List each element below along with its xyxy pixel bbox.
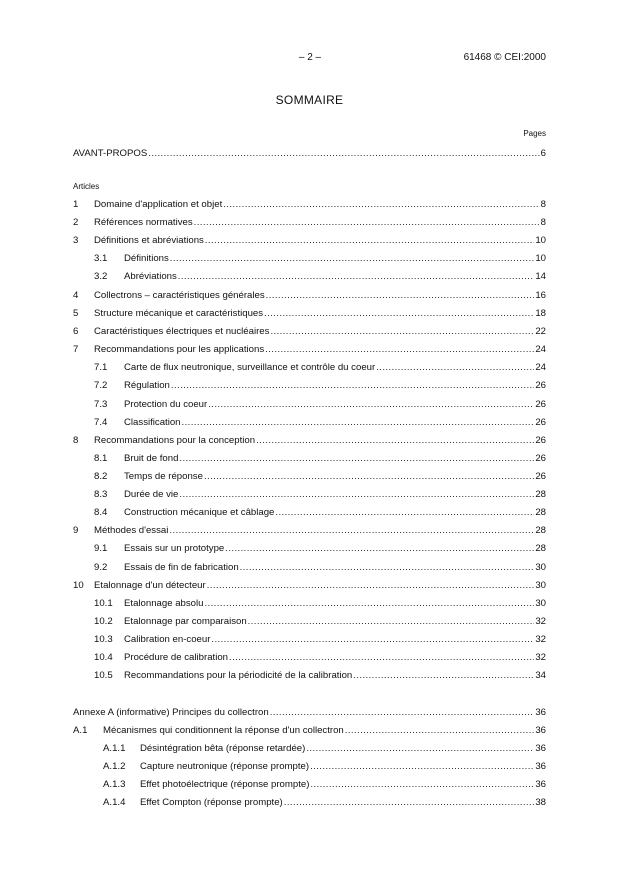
toc-dot-leader	[264, 307, 534, 321]
toc-page-number: 30	[535, 598, 546, 609]
toc-page-number: 36	[535, 725, 546, 736]
toc-dot-leader	[194, 216, 540, 230]
toc-section-title: Essais de fin de fabrication	[124, 562, 239, 573]
toc-entry-a1-1[interactable]	[103, 742, 546, 756]
toc-page-number: 26	[535, 417, 546, 428]
toc-page-number: 34	[535, 670, 546, 681]
toc-page-number: 14	[535, 271, 546, 282]
toc-entry-s5[interactable]	[73, 307, 546, 321]
toc-section-title: Annexe A (informative) Principes du collectron	[73, 707, 269, 718]
toc-entry-a1[interactable]	[73, 724, 546, 738]
toc-section-number: 10.5	[94, 670, 113, 681]
toc-section-title: Effet Compton (réponse prompte)	[140, 797, 283, 808]
toc-section-title: Etalonnage d'un détecteur	[94, 580, 206, 591]
toc-page-number: 22	[535, 326, 546, 337]
toc-section-title: Définitions	[124, 253, 169, 264]
toc-page-number: 26	[535, 399, 546, 410]
toc-page-number: 24	[535, 362, 546, 373]
toc-section-title: AVANT-PROPOS	[73, 148, 148, 159]
toc-section-title: Collectrons – caractéristiques générales	[94, 290, 265, 301]
toc-page-number: 8	[540, 199, 546, 210]
toc-section-number: 10.4	[94, 652, 113, 663]
toc-entry-annexA[interactable]	[73, 706, 546, 720]
toc-entry-s3[interactable]	[73, 234, 546, 248]
toc-section-number: 3.2	[94, 271, 108, 282]
toc-page-number: 32	[535, 634, 546, 645]
toc-dot-leader	[182, 416, 535, 430]
toc-section-number: 3.1	[94, 253, 108, 264]
toc-page-number: 8	[540, 217, 546, 228]
toc-dot-leader	[223, 198, 539, 212]
toc-section-number: 9.2	[94, 562, 108, 573]
toc-page-number: 26	[535, 453, 546, 464]
toc-entry-s8-1[interactable]	[94, 452, 546, 466]
toc-section-number: 6	[73, 326, 79, 337]
toc-page-number: 36	[535, 779, 546, 790]
toc-section-number: 8.1	[94, 453, 108, 464]
toc-entry-s8-2[interactable]	[94, 470, 546, 484]
toc-section-number: 7.3	[94, 399, 108, 410]
toc-page-number: 36	[535, 707, 546, 718]
toc-section-number: 2	[73, 217, 79, 228]
toc-section-number: A.1.2	[103, 761, 126, 772]
articles-label: Articles	[73, 182, 100, 191]
toc-dot-leader	[306, 742, 534, 756]
toc-dot-leader	[275, 506, 534, 520]
toc-page-number: 10	[535, 235, 546, 246]
toc-entry-s8-4[interactable]	[94, 506, 546, 520]
standard-reference: 61468 © CEI:2000	[463, 52, 546, 63]
toc-entry-s3-1[interactable]	[94, 252, 546, 266]
toc-section-title: Recommandations pour la périodicité de la calibration	[124, 670, 353, 681]
toc-entry-avant[interactable]	[73, 147, 546, 161]
toc-dot-leader	[284, 796, 535, 810]
toc-entry-s4[interactable]	[73, 289, 546, 303]
toc-page-number: 10	[535, 253, 546, 264]
toc-entry-s10-5[interactable]	[94, 669, 546, 683]
toc-dot-leader	[179, 452, 534, 466]
toc-entry-s8-3[interactable]	[94, 488, 546, 502]
toc-entry-s9-1[interactable]	[94, 542, 546, 556]
toc-section-title: Capture neutronique (réponse prompte)	[140, 761, 310, 772]
toc-section-number: 7	[73, 344, 79, 355]
toc-entry-a1-3[interactable]	[103, 778, 546, 792]
toc-dot-leader	[204, 470, 534, 484]
toc-section-number: 1	[73, 199, 79, 210]
toc-entry-s10-4[interactable]	[94, 651, 546, 665]
toc-entry-s9-2[interactable]	[94, 561, 546, 575]
toc-dot-leader	[256, 434, 534, 448]
toc-section-title: Classification	[124, 417, 181, 428]
toc-page-number: 28	[535, 507, 546, 518]
toc-section-number: 7.4	[94, 417, 108, 428]
toc-entry-s3-2[interactable]	[94, 270, 546, 284]
toc-section-title: Essais sur un prototype	[124, 543, 225, 554]
toc-section-number: 4	[73, 290, 79, 301]
page-title: SOMMAIRE	[275, 93, 344, 107]
toc-section-title: Construction mécanique et câblage	[124, 507, 275, 518]
toc-page-number: 30	[535, 580, 546, 591]
toc-dot-leader	[171, 379, 534, 393]
toc-dot-leader	[376, 361, 534, 375]
toc-section-number: 10	[73, 580, 84, 591]
toc-section-title: Recommandations pour la conception	[94, 435, 256, 446]
toc-section-title: Procédure de calibration	[124, 652, 228, 663]
toc-section-number: 5	[73, 308, 79, 319]
toc-section-title: Etalonnage par comparaison	[124, 616, 247, 627]
toc-page-number: 28	[535, 489, 546, 500]
toc-section-number: 8.3	[94, 489, 108, 500]
toc-dot-leader	[270, 325, 534, 339]
page-number: – 2 –	[298, 52, 322, 63]
toc-entry-s7-2[interactable]	[94, 379, 546, 393]
toc-section-title: Effet photoélectrique (réponse prompte)	[140, 779, 310, 790]
toc-dot-leader	[225, 542, 534, 556]
toc-section-number: 8	[73, 435, 79, 446]
toc-dot-leader	[208, 398, 534, 412]
toc-page-number: 16	[535, 290, 546, 301]
toc-section-title: Etalonnage absolu	[124, 598, 204, 609]
toc-entry-s9[interactable]	[73, 524, 546, 538]
toc-entry-a1-4[interactable]	[103, 796, 546, 810]
toc-dot-leader	[310, 760, 534, 774]
toc-page-number: 36	[535, 761, 546, 772]
toc-dot-leader	[345, 724, 535, 738]
toc-section-title: Méthodes d'essai	[94, 525, 169, 536]
toc-section-number: A.1	[73, 725, 88, 736]
toc-dot-leader	[169, 524, 534, 538]
toc-section-title: Désintégration bêta (réponse retardée)	[140, 743, 306, 754]
toc-section-title: Protection du coeur	[124, 399, 208, 410]
toc-section-number: 10.1	[94, 598, 113, 609]
toc-section-number: A.1.3	[103, 779, 126, 790]
toc-entry-s8[interactable]	[73, 434, 546, 448]
toc-section-number: 8.4	[94, 507, 108, 518]
toc-section-title: Abréviations	[124, 271, 177, 282]
toc-section-title: Durée de vie	[124, 489, 179, 500]
toc-dot-leader	[179, 488, 534, 502]
toc-section-title: Références normatives	[94, 217, 193, 228]
toc-section-number: 8.2	[94, 471, 108, 482]
toc-entry-s7[interactable]	[73, 343, 546, 357]
toc-entry-s10-2[interactable]	[94, 615, 546, 629]
toc-page-number: 18	[535, 308, 546, 319]
toc-section-number: 7.2	[94, 380, 108, 391]
toc-section-number: 9	[73, 525, 79, 536]
toc-section-number: A.1.1	[103, 743, 126, 754]
toc-entry-s10[interactable]	[73, 579, 546, 593]
toc-section-number: 3	[73, 235, 79, 246]
toc-entry-s10-3[interactable]	[94, 633, 546, 647]
toc-entry-s7-4[interactable]	[94, 416, 546, 430]
toc-section-number: 7.1	[94, 362, 108, 373]
toc-page-number: 36	[535, 743, 546, 754]
toc-page-number: 28	[535, 543, 546, 554]
toc-dot-leader	[248, 615, 535, 629]
toc-dot-leader	[240, 561, 535, 575]
toc-dot-leader	[178, 270, 535, 284]
toc-section-title: Temps de réponse	[124, 471, 203, 482]
toc-page-number: 26	[535, 435, 546, 446]
toc-dot-leader	[207, 579, 535, 593]
toc-section-title: Mécanismes qui conditionnent la réponse d'un collectron	[103, 725, 344, 736]
toc-section-title: Bruit de fond	[124, 453, 179, 464]
toc-dot-leader	[211, 633, 534, 647]
toc-page-number: 32	[535, 652, 546, 663]
toc-entry-s7-3[interactable]	[94, 398, 546, 412]
toc-dot-leader	[205, 234, 534, 248]
toc-entry-s1[interactable]	[73, 198, 546, 212]
toc-dot-leader	[353, 669, 534, 683]
toc-page-number: 26	[535, 471, 546, 482]
toc-section-title: Caractéristiques électriques et nucléaires	[94, 326, 270, 337]
toc-page-number: 6	[540, 148, 546, 159]
toc-section-number: 9.1	[94, 543, 108, 554]
toc-entry-s10-1[interactable]	[94, 597, 546, 611]
toc-section-title: Domaine d'application et objet	[94, 199, 223, 210]
toc-entry-s2[interactable]	[73, 216, 546, 230]
toc-section-title: Calibration en-coeur	[124, 634, 211, 645]
toc-section-title: Recommandations pour les applications	[94, 344, 265, 355]
pages-column-label: Pages	[523, 129, 546, 138]
toc-dot-leader	[266, 289, 535, 303]
toc-dot-leader	[148, 147, 539, 161]
toc-page-number: 26	[535, 380, 546, 391]
toc-page-number: 28	[535, 525, 546, 536]
toc-section-title: Structure mécanique et caractéristiques	[94, 308, 264, 319]
toc-dot-leader	[265, 343, 534, 357]
toc-section-number: 10.2	[94, 616, 113, 627]
toc-page-number: 38	[535, 797, 546, 808]
toc-dot-leader	[229, 651, 534, 665]
toc-entry-s6[interactable]	[73, 325, 546, 339]
toc-section-number: A.1.4	[103, 797, 126, 808]
toc-entry-s7-1[interactable]	[94, 361, 546, 375]
toc-dot-leader	[170, 252, 535, 266]
toc-dot-leader	[204, 597, 534, 611]
toc-page-number: 30	[535, 562, 546, 573]
toc-page-number: 24	[535, 344, 546, 355]
toc-section-title: Carte de flux neutronique, surveillance et contrôle du coeur	[124, 362, 376, 373]
toc-entry-a1-2[interactable]	[103, 760, 546, 774]
toc-section-number: 10.3	[94, 634, 113, 645]
toc-dot-leader	[310, 778, 534, 792]
toc-page-number: 32	[535, 616, 546, 627]
toc-dot-leader	[270, 706, 535, 720]
toc-section-title: Régulation	[124, 380, 170, 391]
toc-section-title: Définitions et abréviations	[94, 235, 204, 246]
